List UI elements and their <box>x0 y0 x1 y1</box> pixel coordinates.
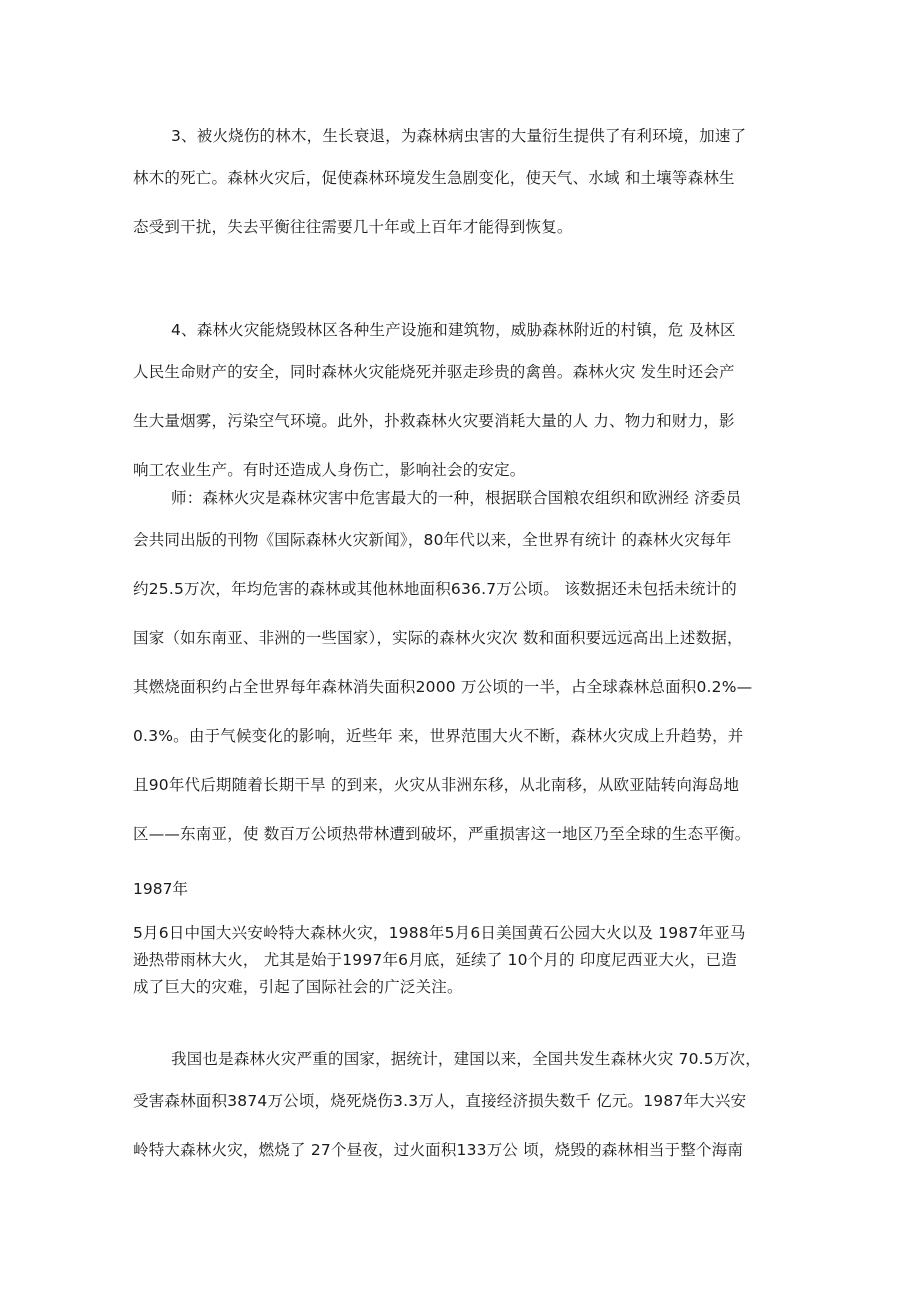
text-line: 区——东南亚，使 数百万公顷热带林遭到破坏，严重损害这一地区乃至全球的生态平衡。 <box>133 825 751 843</box>
text-line: 5月6日中国大兴安岭特大森林火灾，1988年5月6日美国黄石公园大火以及 1987年亚马 <box>133 924 746 942</box>
text-line: 逊热带雨林大火， 尤其是始于1997年6月底，延续了 10个月的 印度尼西亚大火，已造 <box>133 951 737 969</box>
text-line: 0.3%。由于气候变化的影响，近些年 来，世界范围大火不断，森林火灾成上升趋势，并 <box>133 727 744 745</box>
paragraph-teacher <box>133 480 793 859</box>
paragraph-3 <box>133 118 793 252</box>
text-line: 国家（如东南亚、非洲的一些国家），实际的森林火灾次 数和面积要远远高出上述数据， <box>133 629 743 647</box>
text-line: 3、被火烧伤的林木，生长衰退，为森林病虫害的大量衍生提供了有利环境，加速了 <box>171 127 747 145</box>
paragraph-china <box>133 1041 793 1175</box>
text-line: 且90年代后期随着长期干旱 的到来，火灾从非洲东移，从北南移，从欧亚陆转向海岛地 <box>133 776 740 794</box>
text-line: 态受到干扰，失去平衡往往需要几十年或上百年才能得到恢复。 <box>133 218 573 236</box>
text-line: 响工农业生产。有时还造成人身伤亡，影响社会的安定。 <box>133 461 526 479</box>
text-line: 生大量烟雾，污染空气环境。此外，扑救森林火灾要消耗大量的人 力、物力和财力，影 <box>133 412 735 430</box>
text-line: 林木的死亡。森林火灾后，促使森林环境发生急剧变化，使天气、水域 和土壤等森林生 <box>133 169 735 187</box>
text-line: 会共同出版的刊物《国际森林火灾新闻》，80年代以来，全世界有统计 的森林火灾每年 <box>133 531 732 549</box>
text-line: 成了巨大的灾难，引起了国际社会的广泛关注。 <box>133 978 463 996</box>
text-line: 我国也是森林火灾严重的国家，据统计，建国以来，全国共发生森林火灾 70.5万次， <box>171 1050 761 1068</box>
text-line: 岭特大森林火灾，燃烧了 27个昼夜，过火面积133万公 顷，烧毁的森林相当于整个海南 <box>133 1141 744 1159</box>
text-line: 其燃烧面积约占全世界每年森林消失面积2000 万公顷的一半，占全球森林总面积0.2%— <box>133 678 753 696</box>
paragraph-4 <box>133 312 793 495</box>
paragraph-events <box>133 920 793 1001</box>
text-line: 4、森林火灾能烧毁林区各种生产设施和建筑物，威胁森林附近的村镇，危 及林区 <box>171 321 736 339</box>
year-line: 1987年 <box>133 880 188 898</box>
text-line: 受害森林面积3874万公顷，烧死烧伤3.3万人，直接经济损失数千 亿元。1987年大兴安 <box>133 1092 747 1110</box>
text-line: 人民生命财产的安全，同时森林火灾能烧死并驱走珍贵的禽兽。森林火灾 发生时还会产 <box>133 363 735 381</box>
text-line: 师：森林火灾是森林灾害中危害最大的一种，根据联合国粮农组织和欧洲经 济委员 <box>171 489 742 507</box>
text-line: 约25.5万次，年均危害的森林或其他林地面积636.7万公顷。 该数据还未包括未统计的 <box>133 580 737 598</box>
